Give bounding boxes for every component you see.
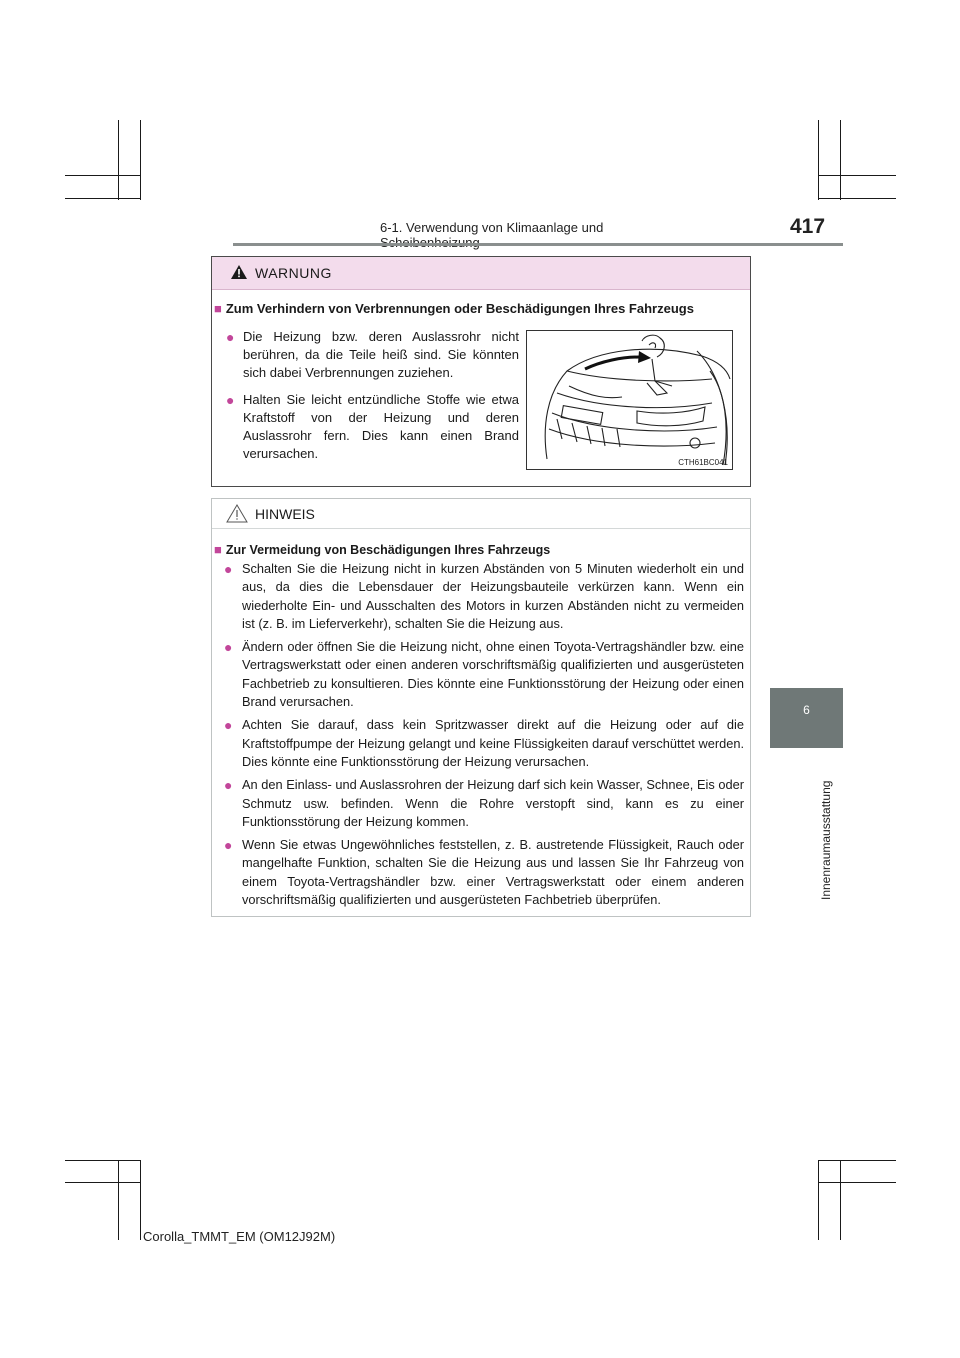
list-item-text: Halten Sie leicht entzündliche Stoffe wie etwa Kraftstoff von der Heizung und deren Auslassrohr fern. Dies kann einen Brand verursachen.	[243, 392, 519, 461]
list-item-text: Ändern oder öffnen Sie die Heizung nicht, ohne einen Toyota-Vertragshändler bzw. eine Vertragswerkstatt oder einen anderen vorschriftsmäßig qualifizierten und ausgerüsteten Fachbetrieb zu konsultieren. Dies könnte eine Funktionsstörung der Heizung oder einen Brand verursachen.	[242, 639, 744, 710]
warning-box	[211, 256, 751, 487]
section-title: 6-1. Verwendung von Klimaanlage und	[380, 220, 604, 235]
notice-heading	[214, 542, 550, 557]
page-number: 417	[790, 215, 826, 238]
notice-box	[211, 498, 751, 917]
crop-mark	[840, 120, 841, 200]
crop-mark	[818, 120, 819, 200]
footer-doc-id: Corolla_TMMT_EM (OM12J92M)	[143, 1229, 336, 1244]
list-item	[224, 391, 519, 463]
warning-triangle-icon	[230, 264, 248, 280]
bullet-icon: ●	[226, 392, 235, 408]
crop-mark	[818, 198, 896, 199]
crop-mark	[118, 120, 119, 200]
chapter-title	[815, 760, 835, 900]
notice-heading-text: Zur Vermeidung von Beschädigungen Ihres Fahrzeugs	[225, 543, 551, 557]
list-item-text: Schalten Sie die Heizung nicht in kurzen Abständen von 5 Minuten wiederholt ein und aus, da dies die Lebensdauer der Heizungsbauteile verkürzen kann. Wenn ein wiederholte Ein- und Ausschalten des Motors in kurzen Abständen nicht zu vermeiden ist (z. B. im Lieferverkehr), schalten Sie die Heizung aus.	[242, 561, 744, 631]
crop-mark	[140, 1160, 141, 1240]
bullet-icon: ●	[224, 639, 233, 656]
crop-mark	[65, 1182, 141, 1183]
notice-title: HINWEIS	[255, 506, 315, 522]
car-heater-illustration	[526, 330, 733, 470]
notice-list	[222, 560, 744, 914]
bullet-icon: ●	[224, 561, 233, 577]
notice-header	[212, 499, 750, 529]
list-item-text: Achten Sie darauf, dass kein Spritzwasser direkt auf die Heizung oder auf die Kraftstoffpumpe der Heizung gelangt und keine Flüssigkeiten darauf verschüttet werden. Dies könnte eine Funktionsstörung der Heizung verursachen.	[242, 717, 744, 769]
list-item-text: An den Einlass- und Auslassrohren der Heizung darf sich kein Wasser, Schnee, Eis oder Schmutz usw. befinden. Wenn die Rohre verstopft sind, kann es zu einer Funktionsstörung der Heizung kommen.	[242, 777, 744, 829]
list-item	[224, 328, 519, 382]
crop-mark	[140, 120, 141, 200]
warning-header	[212, 257, 750, 290]
list-item-text: Wenn Sie etwas Ungewöhnliches feststellen, z. B. austretende Flüssigkeit, Rauch oder mangelhafte Funktion, schalten Sie die Heizung aus und lassen Sie Ihr Fahrzeug von einem Toyota-Vertragshändler bzw. einer Vertragswerkstatt oder einem anderen vorschriftsmäßig qualifizierten und ausgerüsteten Fachbetrieb überprüfen.	[242, 837, 744, 908]
crop-mark	[118, 1160, 119, 1240]
illustration-code: CTH61BC041	[678, 458, 728, 467]
chapter-tab: 6	[770, 688, 843, 748]
header-divider	[233, 243, 843, 246]
crop-mark	[818, 1160, 819, 1240]
crop-mark	[65, 198, 141, 199]
list-item	[222, 836, 744, 909]
warning-heading-text: Zum Verhindern von Verbrennungen oder Beschädigungen Ihres Fahrzeugs	[225, 301, 694, 316]
warning-heading	[214, 301, 694, 316]
crop-mark	[818, 175, 896, 176]
car-front-drawing	[527, 331, 732, 469]
list-item	[222, 638, 744, 711]
crop-mark	[818, 1182, 896, 1183]
list-item-text: Die Heizung bzw. deren Auslassrohr nicht berühren, da die Teile heiß sind. Sie könnten sich dabei Verbrennungen zuziehen.	[243, 329, 519, 380]
crop-mark	[818, 1160, 896, 1161]
bullet-icon: ●	[224, 717, 233, 734]
warning-list	[224, 328, 519, 472]
bullet-icon: ●	[224, 837, 233, 854]
chapter-title-text: Innenraumausstattung	[819, 780, 833, 900]
warning-title: WARNUNG	[255, 265, 332, 281]
notice-triangle-icon	[226, 504, 248, 523]
bullet-icon: ●	[224, 777, 233, 794]
square-bullet-icon: ■	[214, 542, 222, 557]
crop-mark	[65, 1160, 141, 1161]
square-bullet-icon: ■	[214, 301, 222, 316]
list-item	[222, 560, 744, 633]
crop-mark	[65, 175, 141, 176]
bullet-icon: ●	[226, 329, 235, 345]
list-item	[222, 776, 744, 831]
list-item	[222, 716, 744, 771]
crop-mark	[840, 1160, 841, 1240]
